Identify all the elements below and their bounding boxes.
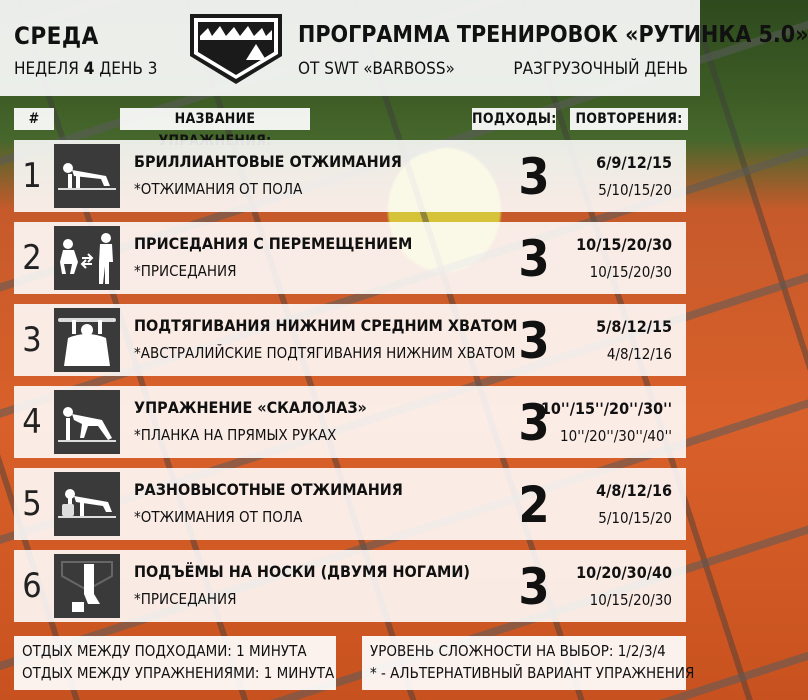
day-number: 3 xyxy=(147,59,158,79)
exercise-reps: 10''/15''/20''/30'' xyxy=(540,399,672,418)
exercise-title: ПОДТЯГИВАНИЯ НИЖНИМ СРЕДНИМ ХВАТОМ xyxy=(134,316,518,335)
exercise-row xyxy=(14,140,686,212)
exercise-number: 6 xyxy=(22,566,42,606)
pushup-icon xyxy=(54,144,120,208)
exercise-row xyxy=(14,468,686,540)
exercise-row xyxy=(14,550,686,622)
exercise-reps: 5/8/12/15 xyxy=(596,317,672,336)
uneven-pushup-icon xyxy=(54,472,120,536)
program-day-type: РАЗГРУЗОЧНЫЙ ДЕНЬ xyxy=(513,59,688,79)
exercise-title: БРИЛЛИАНТОВЫЕ ОТЖИМАНИЯ xyxy=(134,152,402,171)
exercise-alt-reps: 10/15/20/30 xyxy=(589,263,672,281)
week-label: НЕДЕЛЯ xyxy=(14,59,79,79)
squat-icon xyxy=(54,226,120,290)
exercise-alt-reps: 5/10/15/20 xyxy=(598,181,672,199)
exercise-number: 4 xyxy=(22,402,42,442)
exercise-alternative: *ОТЖИМАНИЯ ОТ ПОЛА xyxy=(134,180,303,198)
exercise-alt-reps: 4/8/12/16 xyxy=(606,345,672,363)
exercise-reps: 10/20/30/40 xyxy=(576,563,672,582)
exercise-row xyxy=(14,304,686,376)
barboss-logo-icon xyxy=(186,10,286,86)
program-title: ПРОГРАММА ТРЕНИРОВОК «РУТИНКА 5.0» xyxy=(298,22,808,48)
column-header-name: НАЗВАНИЕ xyxy=(120,108,310,130)
week-number: 4 xyxy=(83,59,95,79)
exercise-alternative: *ОТЖИМАНИЯ ОТ ПОЛА xyxy=(134,508,303,526)
exercise-alt-reps: 10''/20''/30''/40'' xyxy=(560,427,672,445)
exercise-title: ПРИСЕДАНИЯ С ПЕРЕМЕЩЕНИЕМ xyxy=(134,234,413,253)
exercise-alternative: *ПЛАНКА НА ПРЯМЫХ РУКАХ xyxy=(134,426,337,444)
exercise-number: 5 xyxy=(22,484,42,524)
exercise-reps: 6/9/12/15 xyxy=(596,153,672,172)
pullup-icon xyxy=(54,308,120,372)
exercise-row xyxy=(14,222,686,294)
exercise-alternative: *ПРИСЕДАНИЯ xyxy=(134,262,237,280)
climber-icon xyxy=(54,390,120,454)
day-label: ДЕНЬ xyxy=(99,59,143,79)
column-header-sets: ПОДХОДЫ: xyxy=(472,108,556,130)
difficulty-level: УРОВЕНЬ СЛОЖНОСТИ НА ВЫБОР: 1/2/3/4 xyxy=(370,642,666,660)
exercise-sets: 3 xyxy=(518,558,550,616)
column-header-number: # xyxy=(14,108,54,130)
alternative-note: * - АЛЬТЕРНАТИВНЫЙ ВАРИАНТ УПРАЖНЕНИЯ xyxy=(370,664,695,682)
exercise-title: УПРАЖНЕНИЕ «СКАЛОЛАЗ» xyxy=(134,398,367,417)
rest-between-sets: ОТДЫХ МЕЖДУ ПОДХОДАМИ: 1 МИНУТА xyxy=(22,642,307,660)
exercise-sets: 3 xyxy=(518,312,550,370)
program-author: ОТ SWT «BARBOSS» xyxy=(298,59,455,79)
exercise-alternative: *АВСТРАЛИЙСКИЕ ПОДТЯГИВАНИЯ НИЖНИМ ХВАТОМ xyxy=(134,344,516,362)
difficulty-info-box xyxy=(362,636,695,690)
exercise-title: РАЗНОВЫСОТНЫЕ ОТЖИМАНИЯ xyxy=(134,480,403,499)
week-day-info xyxy=(14,59,158,79)
calf-raise-icon xyxy=(54,554,120,618)
exercise-sets: 3 xyxy=(518,148,550,206)
column-header-reps: ПОВТОРЕНИЯ: xyxy=(570,108,688,130)
exercise-number: 2 xyxy=(22,238,42,278)
exercise-row xyxy=(14,386,686,458)
exercise-title: ПОДЪЁМЫ НА НОСКИ (ДВУМЯ НОГАМИ) xyxy=(134,562,471,581)
exercise-reps: 4/8/12/16 xyxy=(596,481,672,500)
exercise-sets: 3 xyxy=(518,394,550,452)
exercise-alternative: *ПРИСЕДАНИЯ xyxy=(134,590,237,608)
exercise-reps: 10/15/20/30 xyxy=(576,235,672,254)
exercise-number: 1 xyxy=(22,156,42,196)
rest-info-box xyxy=(14,636,336,690)
exercise-alt-reps: 10/15/20/30 xyxy=(589,591,672,609)
rest-between-exercises: ОТДЫХ МЕЖДУ УПРАЖНЕНИЯМИ: 1 МИНУТА xyxy=(22,664,335,682)
header xyxy=(0,0,808,96)
exercise-alt-reps: 5/10/15/20 xyxy=(598,509,672,527)
exercise-sets: 2 xyxy=(518,476,550,534)
exercise-number: 3 xyxy=(22,320,42,360)
exercise-sets: 3 xyxy=(518,230,550,288)
day-of-week: СРЕДА xyxy=(14,22,99,50)
